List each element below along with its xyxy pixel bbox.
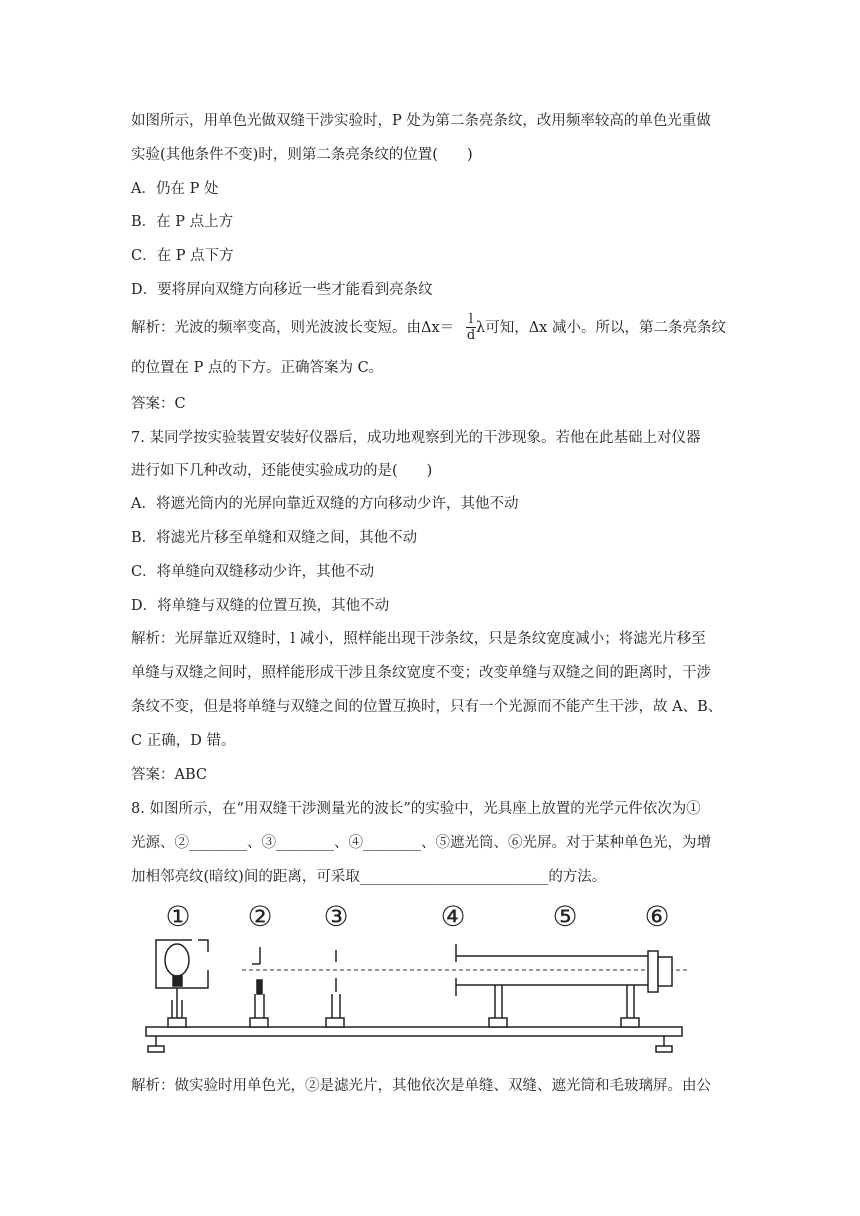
q7-option-d: D．将单缝与双缝的位置互换，其他不动 xyxy=(131,598,390,614)
figure-label-6: ⑥ xyxy=(644,900,670,933)
q8-stem-line3: 加相邻亮纹(暗纹)间的距离，可采取__________________________的方法。 xyxy=(131,869,607,885)
q7-option-a: A．将遮光筒内的光屏向靠近双缝的方向移动少许，其他不动 xyxy=(131,496,519,512)
q6-option-a: A．仍在 P 处 xyxy=(131,181,219,197)
q7-option-c: C．将单缝向双缝移动少许，其他不动 xyxy=(131,564,375,580)
fraction-denominator: d xyxy=(466,328,476,343)
light-shield-tube xyxy=(456,956,648,1027)
q6-analysis-line2: 的位置在 P 点的下方。正确答案为 C。 xyxy=(131,360,384,376)
q7-analysis-line3: 条纹不变，但是将单缝与双缝之间的位置互换时，只有一个光源而不能产生干涉，故 A、B、 xyxy=(131,699,723,715)
q7-analysis-line1: 解析：光屏靠近双缝时，l 减小，照样能出现干涉条纹，只是条纹宽度减小；将滤光片移至 xyxy=(131,631,706,647)
q8-analysis-line1: 解析：做实验时用单色光，②是滤光片，其他依次是单缝、双缝、遮光筒和毛玻璃屏。由公 xyxy=(131,1078,711,1094)
q6-fraction xyxy=(466,312,476,343)
q7-option-b: B．将滤光片移至单缝和双缝之间，其他不动 xyxy=(131,530,418,546)
q8-stem-line1: 8. 如图所示，在“用双缝干涉测量光的波长”的实验中，光具座上放置的光学元件依次为① xyxy=(131,801,701,817)
q6-answer: 答案：C xyxy=(131,396,186,412)
figure-label-3: ③ xyxy=(323,900,349,933)
figure-label-2: ② xyxy=(247,900,273,933)
q6-analysis-suffix: λ可知，Δx 减小。所以，第二条亮条纹 xyxy=(476,320,726,336)
q7-stem-line1: 7. 某同学按实验装置安装好仪器后，成功地观察到光的干涉现象。若他在此基础上对仪器 xyxy=(131,430,701,446)
filter xyxy=(250,947,268,1027)
viewing-screen xyxy=(648,951,672,992)
q6-analysis-prefix: 解析：光波的频率变高，则光波波长变短。由Δx＝ xyxy=(131,320,455,336)
q6-option-d: D．要将屏向双缝方向移近一些才能看到亮条纹 xyxy=(131,282,433,298)
q7-analysis-line4: C 正确，D 错。 xyxy=(131,733,236,749)
bench-feet xyxy=(148,1036,672,1052)
q7-answer: 答案：ABC xyxy=(131,767,207,783)
q6-option-c: C．在 P 点下方 xyxy=(131,248,234,264)
figure-label-5: ⑤ xyxy=(552,900,578,933)
q6-stem-line1: 如图所示，用单色光做双缝干涉实验时，P 处为第二条亮条纹，改用频率较高的单色光重做 xyxy=(131,113,711,129)
q6-stem-line2: 实验(其他条件不变)时，则第二条亮条纹的位置( ) xyxy=(131,147,473,163)
double-slit-apparatus-figure xyxy=(140,900,700,1065)
figure-label-4: ④ xyxy=(440,900,466,933)
q7-analysis-line2: 单缝与双缝之间时，照样能形成干涉且条纹宽度不变；改变单缝与双缝之间的距离时，干涉 xyxy=(131,665,711,681)
light-source xyxy=(156,940,208,1027)
single-slit xyxy=(326,950,344,1027)
figure-label-1: ① xyxy=(165,900,191,933)
fraction-numerator: l xyxy=(466,312,476,328)
optical-bench xyxy=(146,1027,682,1036)
q8-stem-line2: 光源、②________、③________、④________、⑤遮光筒、⑥光屏。对于某种单色光，为增 xyxy=(131,835,711,851)
q7-stem-line2: 进行如下几种改动，还能使实验成功的是( ) xyxy=(131,463,433,479)
q6-option-b: B．在 P 点上方 xyxy=(131,214,234,230)
